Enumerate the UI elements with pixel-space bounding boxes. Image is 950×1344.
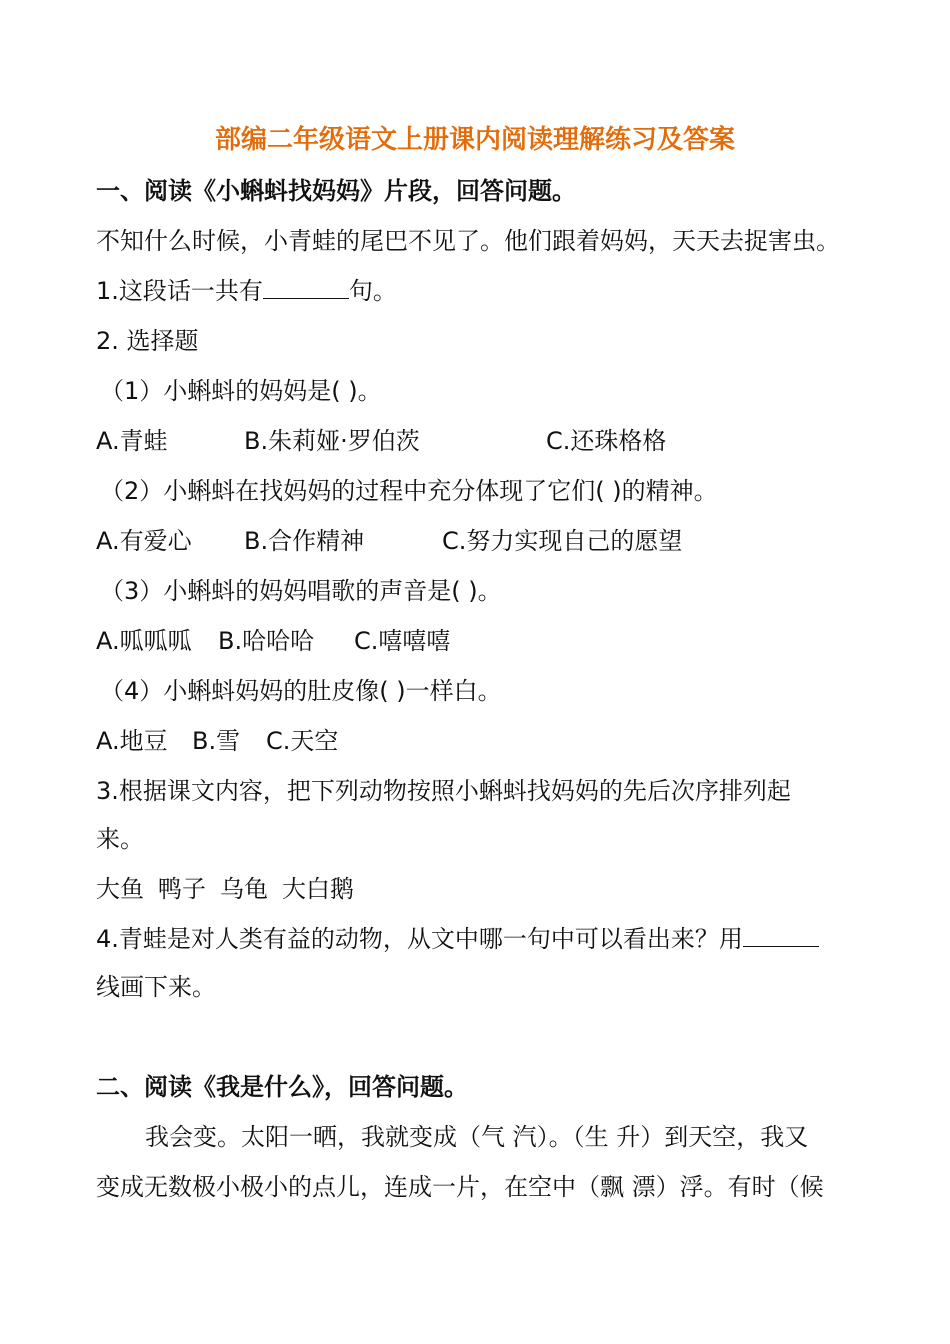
- question-1-suffix: 句。: [348, 277, 397, 305]
- option-b: B.合作精神: [244, 527, 365, 555]
- section2-paragraph-line2: 变成无数极小极小的点儿，连成一片，在空中（飘 漂）浮。有时（候: [96, 1173, 824, 1201]
- underline-sample: [743, 922, 819, 947]
- subquestion-2: （2）小蝌蚪在找妈妈的过程中充分体现了它们( )的精神。: [100, 477, 718, 505]
- option-a: A.呱呱呱: [96, 627, 192, 655]
- option-a: A.地豆: [96, 727, 168, 755]
- option-a: A.青蛙: [96, 427, 168, 455]
- subquestion-3-options: [96, 624, 596, 658]
- subquestion-4: （4）小蝌蚪妈妈的肚皮像( )一样白。: [100, 677, 502, 705]
- subquestion-3: （3）小蝌蚪的妈妈唱歌的声音是( )。: [100, 577, 502, 605]
- subquestion-1: （1）小蝌蚪的妈妈是( )。: [100, 377, 382, 405]
- option-b: B.朱莉娅·罗伯茨: [244, 427, 420, 455]
- option-b: B.雪: [192, 727, 241, 755]
- option-c: C.嘻嘻嘻: [354, 627, 451, 655]
- answer-blank: [263, 274, 349, 299]
- option-c: C.努力实现自己的愿望: [442, 527, 683, 555]
- question-2-label: 2. 选择题: [96, 327, 199, 355]
- section1-heading: 一、阅读《小蝌蚪找妈妈》片段，回答问题。: [96, 177, 576, 205]
- section2-paragraph-line1: 我会变。太阳一晒，我就变成（气 汽）。（生 升）到天空，我又: [145, 1123, 809, 1151]
- question-3-line2: 来。: [96, 825, 144, 853]
- animal-list: [96, 872, 368, 906]
- subquestion-1-options: [96, 424, 796, 458]
- animal-item: 乌龟: [220, 875, 268, 903]
- animal-item: 大白鹅: [282, 875, 354, 903]
- subquestion-2-options: [96, 524, 796, 558]
- section1-passage: 不知什么时候，小青蛙的尾巴不见了。他们跟着妈妈，天天去捉害虫。: [96, 227, 840, 255]
- animal-item: 鸭子: [158, 875, 206, 903]
- question-4-text: 4.青蛙是对人类有益的动物，从文中哪一句中可以看出来？用: [96, 925, 743, 953]
- option-c: C.还珠格格: [546, 427, 667, 455]
- option-c: C.天空: [266, 727, 339, 755]
- animal-item: 大鱼: [96, 875, 144, 903]
- question-4-line1: [96, 922, 819, 956]
- option-b: B.哈哈哈: [218, 627, 315, 655]
- question-1-text: 1.这段话一共有: [96, 277, 263, 305]
- section2-heading: 二、阅读《我是什么》，回答问题。: [96, 1073, 468, 1101]
- subquestion-4-options: [96, 724, 496, 758]
- option-a: A.有爱心: [96, 527, 192, 555]
- question-3-line1: 3.根据课文内容，把下列动物按照小蝌蚪找妈妈的先后次序排列起: [96, 777, 791, 805]
- question-1: [96, 274, 397, 308]
- question-4-line2: 线画下来。: [96, 973, 216, 1001]
- document-title: 部编二年级语文上册课内阅读理解练习及答案: [214, 125, 735, 155]
